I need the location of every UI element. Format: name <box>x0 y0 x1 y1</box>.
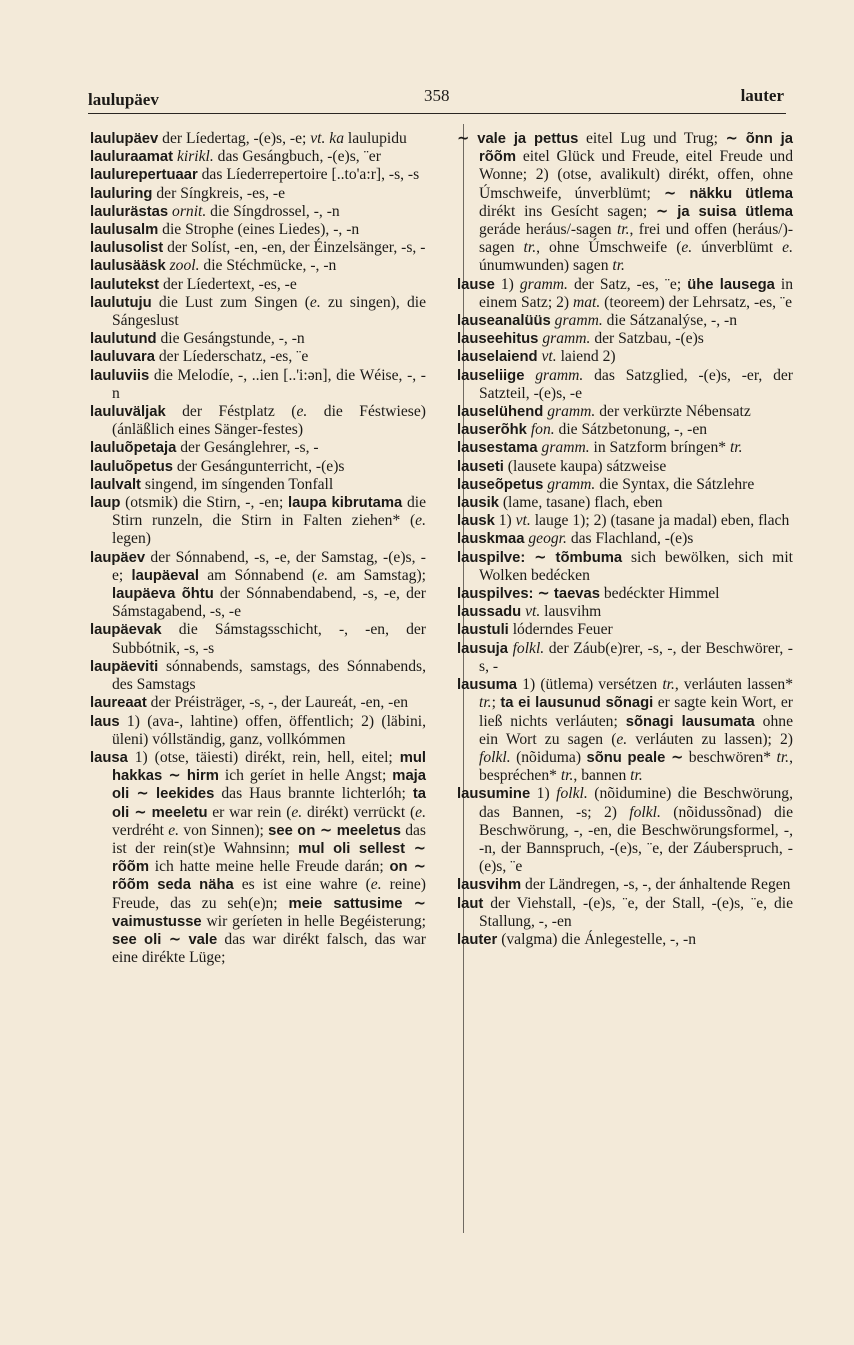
header-rule <box>88 113 786 114</box>
dictionary-entry: lauseliige gramm. das Satzglied, -(e)s, -er, der Satzteil, -(e)s, -e <box>457 366 793 402</box>
dictionary-entry: laup (otsmik) die Stirn, -, -en; laupa kibrutama die Stirn runzeln, die Stirn in Falten ziehen* (e. legen) <box>90 494 427 548</box>
dictionary-entry: laulusalm die Strophe (eines Liedes), -, -n <box>90 221 360 239</box>
dictionary-entry: lauluvara der Líederschatz, -es, ¨e <box>90 348 309 366</box>
dictionary-entry: lauseõpetus gramm. die Syntax, die Sátzlehre <box>457 475 755 493</box>
dictionary-entry: laussadu vt. lausvihm <box>457 603 602 621</box>
dictionary-entry: lausik (lame, tasane) flach, eben <box>457 494 663 512</box>
dictionary-entry: lausumine 1) folkl. (nõidumine) die Beschwörung, das Bannen, -s; 2) folkl. (nõidussõnad) die Beschwörung, -, -en, die Beschwörungsformel, -, -n, der Bannspruch, -(e)s, ¨e, der Záuberspruch, -(e)s, ¨e <box>457 785 793 876</box>
dictionary-entry: laulvalt singend, im síngenden Tonfall <box>90 475 334 493</box>
dictionary-entry: laupäev der Sónnabend, -s, -e, der Samstag, -(e)s, -e; laupäeval am Sónnabend (e. am Samstag); laupäeva õhtu der Sónnabendabend, -s, -e, der Sámstagabend, -s, -e <box>90 548 427 621</box>
dictionary-entry: laustuli lóderndes Feuer <box>457 621 613 639</box>
dictionary-entry: lauserõhk fon. die Sátzbetonung, -, -en <box>457 421 708 439</box>
page-number: 358 <box>424 86 450 105</box>
dictionary-entry: laulusääsk zool. die Stéchmücke, -, -n <box>90 257 337 275</box>
right-column <box>457 130 793 949</box>
dictionary-entry: lausk 1) vt. lauge 1); 2) (tasane ja madal) eben, flach <box>457 512 790 530</box>
dictionary-entry: laulutuju die Lust zum Singen (e. zu singen), die Sángeslust <box>90 293 426 330</box>
dictionary-entry: lauter (valgma) die Ánlegestelle, -, -n <box>457 930 697 948</box>
dictionary-entry: lause 1) gramm. der Satz, -es, ¨e; ühe lausega in einem Satz; 2) mat. (teoreem) der Lehrsatz, -es, ¨e <box>457 275 793 311</box>
dictionary-entry: lauluväljak der Féstplatz (e. die Féstwiese) (ánläßlich eines Sänger-festes) <box>90 403 426 439</box>
dictionary-entry: laulurästas ornit. die Síngdrossel, -, -n <box>90 202 340 220</box>
header-last-headword: lauter <box>740 86 784 105</box>
dictionary-entry: laus 1) (ava-, lahtine) offen, öffentlich; 2) (läbini, üleni) vóllständig, ganz, vollkómmen <box>90 712 426 748</box>
dictionary-entry: lauluõpetaja der Gesánglehrer, -s, - <box>90 439 319 457</box>
header-first-headword: laulupäev <box>88 90 159 109</box>
dictionary-entry: lauseehitus gramm. der Satzbau, -(e)s <box>457 330 704 348</box>
dictionary-entry: lauseti (lausete kaupa) sátzweise <box>457 457 667 475</box>
dictionary-entry: lausestama gramm. in Satzform bríngen* tr. <box>457 439 743 457</box>
dictionary-entry: lausvihm der Ländregen, -s, -, der ánhaltende Regen <box>457 876 791 894</box>
dictionary-entry: lauluõpetus der Gesángunterricht, -(e)s <box>90 457 345 475</box>
dictionary-entry: laulutund die Gesángstunde, -, -n <box>90 330 305 348</box>
dictionary-entry: lausa 1) (otse, täiesti) dirékt, rein, hell, eitel; mul hakkas ~ hirm ich geríet in helle Angst; maja oli ~ leekides das Haus brannte lichterlóh; ta oli ~ meeletu er war rein (e. dirékt) verrückt (e. verdréht e. von Sinnen); see on ~ meeletus das ist der rein(st)e Wahnsinn; mul oli sellest ~ rõõm ich hatte meine helle Freude darán; on ~ rõõm seda näha es ist eine wahre (e. reine) Freude, das zu seh(e)n; meie sattusime ~ vaimustusse wir geríeten in helle Begéisterung; see oli ~ vale das war dirékt falsch, das war eine dirékte Lüge; <box>90 748 427 967</box>
dictionary-entry: laut der Viehstall, -(e)s, ¨e, der Stall, -(e)s, ¨e, die Stallung, -, -en <box>457 894 793 930</box>
dictionary-entry: laulupäev der Líedertag, -(e)s, -e; vt. ka laulupidu <box>90 130 407 147</box>
dictionary-entry: ~ vale ja pettus eitel Lug und Trug; ~ õnn ja rõõm eitel Glück und Freude, eitel Freude und Wonne; 2) (otse, avalikult) dirékt, offen, ohne Úmschweife, únverblümt; ~ näkku ütlema dirékt ins Gesícht sagen; ~ ja suisa ütlema geráde heráus/-sagen tr., frei und offen (heráus/)-sagen tr., ohne Úmschweife (e. únverblümt e. únumwunden) sagen tr. <box>457 130 794 275</box>
dictionary-entry: lausuja folkl. der Záub(e)rer, -s, -, der Beschwörer, -s, - <box>457 639 793 675</box>
dictionary-entry: laulurepertuaar das Líederrepertoire [..to'a:r], -s, -s <box>90 166 420 184</box>
dictionary-entry: laupäeviti sónnabends, samstags, des Sónnabends, des Samstags <box>90 657 426 694</box>
dictionary-entry: lauskmaa geogr. das Flachland, -(e)s <box>457 530 694 548</box>
dictionary-entry: lauluring der Síngkreis, -es, -e <box>90 184 285 202</box>
dictionary-entry: laupäevak die Sámstagsschicht, -, -en, der Subbótnik, -s, -s <box>90 621 426 657</box>
dictionary-entry: lauseanalüüs gramm. die Sátzanalýse, -, -n <box>457 312 737 330</box>
dictionary-entry: lauselaiend vt. laiend 2) <box>457 348 616 366</box>
dictionary-entry: lauluraamat kirikl. das Gesángbuch, -(e)s, ¨er <box>90 148 381 166</box>
dictionary-entry: lauluviis die Melodíe, -, ..ien [..'i:ən], die Wéise, -, -n <box>90 366 426 402</box>
dictionary-entry: laulusolist der Solíst, -en, -en, der Éinzelsänger, -s, - <box>90 239 426 257</box>
dictionary-entry: lauspilve: ~ tõmbuma sich bewölken, sich mit Wolken bedécken <box>457 548 793 584</box>
dictionary-entry: lauselühend gramm. der verkürzte Nébensatz <box>457 403 751 421</box>
dictionary-entry: lausuma 1) (ütlema) versétzen tr., verláuten lassen* tr.; ta ei lausunud sõnagi er sagte kein Wort, er ließ nichts verláuten; sõnagi lausumata ohne ein Wort zu sagen (e. verláuten zu lassen); 2) folkl. (nõiduma) sõnu peale ~ beschwören* tr., bespréchen* tr., bannen tr. <box>457 676 793 785</box>
running-header <box>88 86 784 112</box>
dictionary-entry: lauspilves: ~ taevas bedéckter Himmel <box>457 585 720 603</box>
dictionary-entry: laulutekst der Líedertext, -es, -e <box>90 275 297 293</box>
dictionary-entry: laureaat der Préisträger, -s, -, der Laureát, -en, -en <box>90 694 409 712</box>
left-column <box>90 130 426 967</box>
